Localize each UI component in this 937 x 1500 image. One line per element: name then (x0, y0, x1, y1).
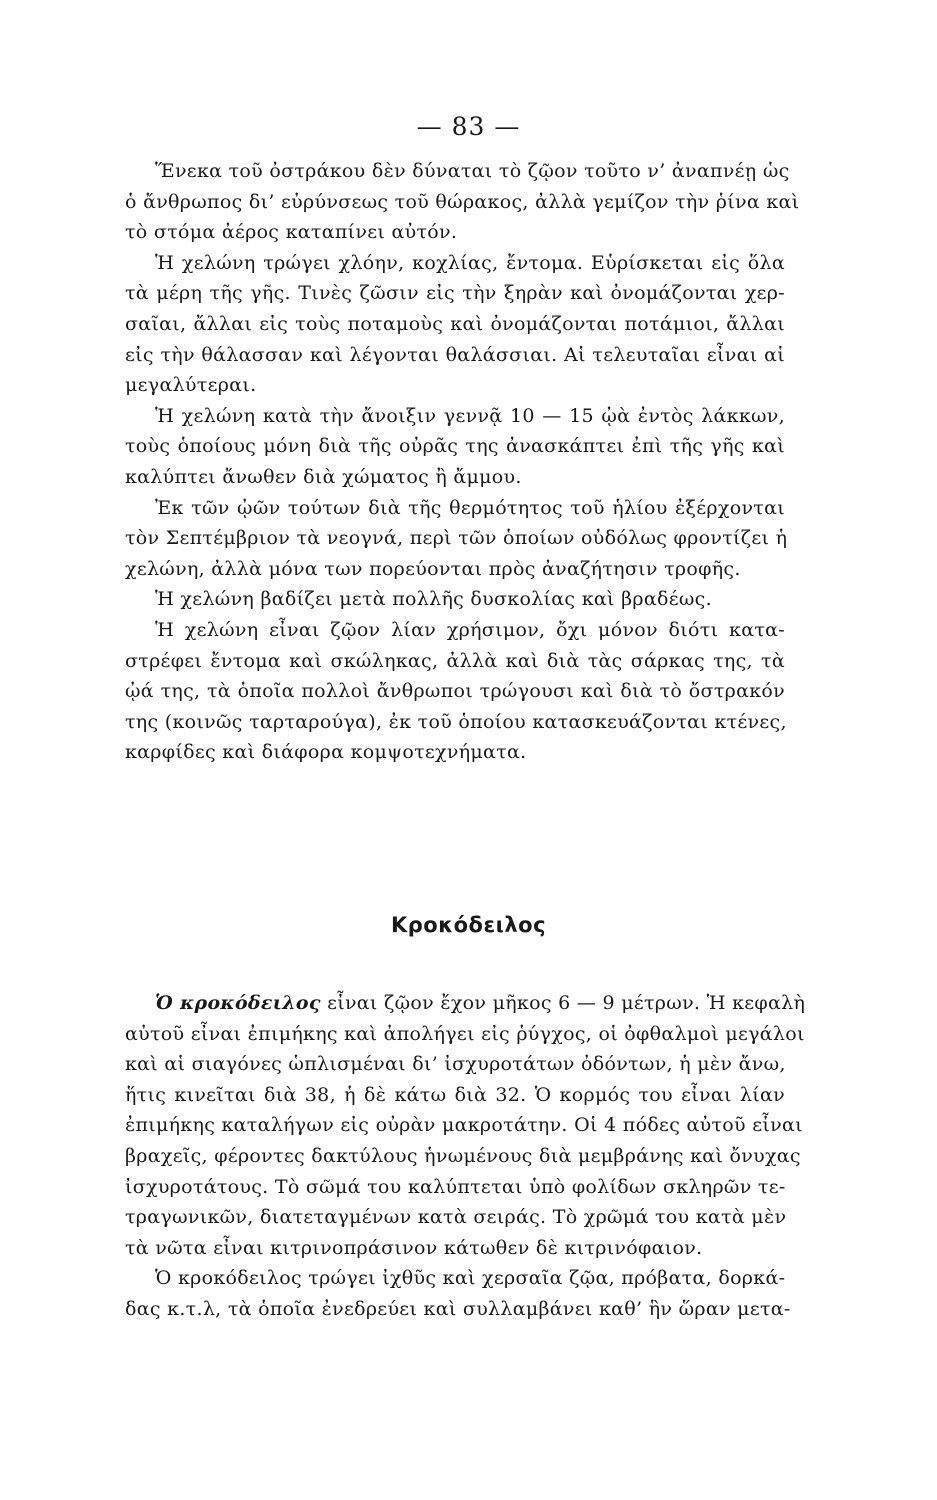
text-line: Ἡ χελώνη τρώγει χλόην, κοχλίας, ἔντομα. Εὑρίσκεται εἰς ὅλα (155, 251, 785, 274)
text-line: τὸ στόμα ἀέρος καταπίνει αὐτόν. (125, 221, 458, 244)
text-line: τραγωνικῶν, διατεταγμένων κατὰ σειράς. Τὸ χρῶμά του κατὰ μὲν (125, 1206, 787, 1229)
text-line: αὐτοῦ εἶναι ἐπιμήκης καὶ ἀπολήγει εἰς ῥύγχος, οἱ ὀφθαλμοὶ μεγάλοι (125, 1022, 805, 1045)
text-line: ᾠά της, τὰ ὁποῖα πολλοὶ ἄνθρωποι τρώγουσι καὶ διὰ τὸ ὄστρακόν (125, 680, 785, 703)
text-line: τὰ μέρη τῆς γῆς. Τινὲς ζῶσιν εἰς τὴν ξηρὰν καὶ ὀνομάζονται χερ- (125, 282, 785, 305)
text-line: καὶ αἱ σιαγόνες ὡπλισμέναι δι’ ἰσχυροτάτων ὀδόντων, ἡ μὲν ἄνω, (125, 1053, 786, 1076)
text-line: ἐπιμήκης καταλήγων εἰς οὐρὰν μακροτάτην. Οἱ 4 πόδες αὐτοῦ εἶναι (125, 1114, 803, 1137)
text-line: Ὁ κροκόδειλος τρώγει ἰχθῦς καὶ χερσαῖα ζῷα, πρόβατα, δορκά- (155, 1267, 786, 1290)
crocodile-text-section (125, 988, 806, 1325)
text-line: τὸν Σεπτέμβριον τὰ νεογνά, περὶ τῶν ὁποίων οὐδόλως φροντίζει ἡ (125, 527, 788, 550)
text-line: ἥτις κινεῖται διὰ 38, ἡ δὲ κάτω διὰ 32. Ὁ κορμός του εἶναι λίαν (125, 1083, 785, 1106)
text-line: στρέφει ἔντομα καὶ σκώληκας, ἀλλὰ καὶ διὰ τὰς σάρκας της, τὰ (125, 649, 785, 672)
defined-term: Ὁ κροκόδειλος (155, 992, 321, 1014)
text-line: καλύπτει ἄνωθεν διὰ χώματος ἢ ἄμμου. (125, 465, 522, 488)
text-line: τοὺς ὁποίους μόνη διὰ τῆς οὐρᾶς της ἀνασκάπτει ἐπὶ τῆς γῆς καὶ (125, 435, 785, 458)
text-line: Ἡ χελώνη βαδίζει μετὰ πολλῆς δυσκολίας καὶ βραδέως. (155, 588, 712, 611)
text-line: εἰς τὴν θάλασσαν καὶ λέγονται θαλάσσιαι. Αἱ τελευταῖαι εἶναι αἱ (125, 343, 785, 366)
text-line: τὰ νῶτα εἶναι κιτρινοπράσινον κάτωθεν δὲ κιτρινόφαιον. (125, 1236, 703, 1259)
page-number: — 83 — (416, 112, 521, 141)
text-line: ἰσχυροτάτους. Τὸ σῶμά του καλύπτεται ὑπὸ φολίδων σκληρῶν τε- (125, 1175, 786, 1198)
text-line: βραχεῖς, φέροντες δακτύλους ἡνωμένους διὰ μεμβράνης καὶ ὄνυχας (125, 1144, 801, 1167)
text-line: μεγαλύτεραι. (125, 374, 257, 397)
text-line: ὁ ἄνθρωπος δι’ εὐρύνσεως τοῦ θώρακος, ἀλλὰ γεμίζον τὴν ῥίνα καὶ (125, 190, 800, 213)
text-line: σαῖαι, ἄλλαι εἰς τοὺς ποταμοὺς καὶ ὀνομάζονται ποτάμιοι, ἄλλαι (125, 312, 785, 335)
text-line: της (κοινῶς ταρταρούγα), ἐκ τοῦ ὁποίου κατασκευάζονται κτένες, (125, 710, 787, 733)
text-line: χελώνη, ἀλλὰ μόνα των πορεύονται πρὸς ἀναζήτησιν τροφῆς. (125, 557, 741, 580)
text-line (125, 988, 806, 1019)
text-line: καρφίδες καὶ διάφορα κομψοτεχνήματα. (125, 741, 527, 764)
text-line: Ἡ χελώνη εἶναι ζῷον λίαν χρήσιμον, ὄχι μόνον διότι κατα- (155, 618, 785, 641)
turtle-text-section (125, 156, 800, 768)
text-line: Ἕνεκα τοῦ ὀστράκου δὲν δύναται τὸ ζῷον τοῦτο ν’ ἀναπνέῃ ὡς (155, 160, 790, 182)
text-line: Ἐκ τῶν ᾠῶν τούτων διὰ τῆς θερμότητος τοῦ ἡλίου ἐξέρχονται (155, 496, 785, 519)
text-line: δας κ.τ.λ, τὰ ὁποῖα ἐνεδρεύει καὶ συλλαμβάνει καθ’ ἣν ὥραν μετα- (125, 1297, 791, 1320)
text-line: Ἡ χελώνη κατὰ τὴν ἄνοιξιν γεννᾷ 10 — 15 ᾠὰ ἐντὸς λάκκων, (155, 404, 785, 427)
section-heading: Κροκόδειλος (390, 913, 547, 937)
text-fragment: εἶναι ζῷον ἔχον μῆκος 6 — 9 μέτρων. Ἡ κεφαλὴ (327, 992, 806, 1014)
